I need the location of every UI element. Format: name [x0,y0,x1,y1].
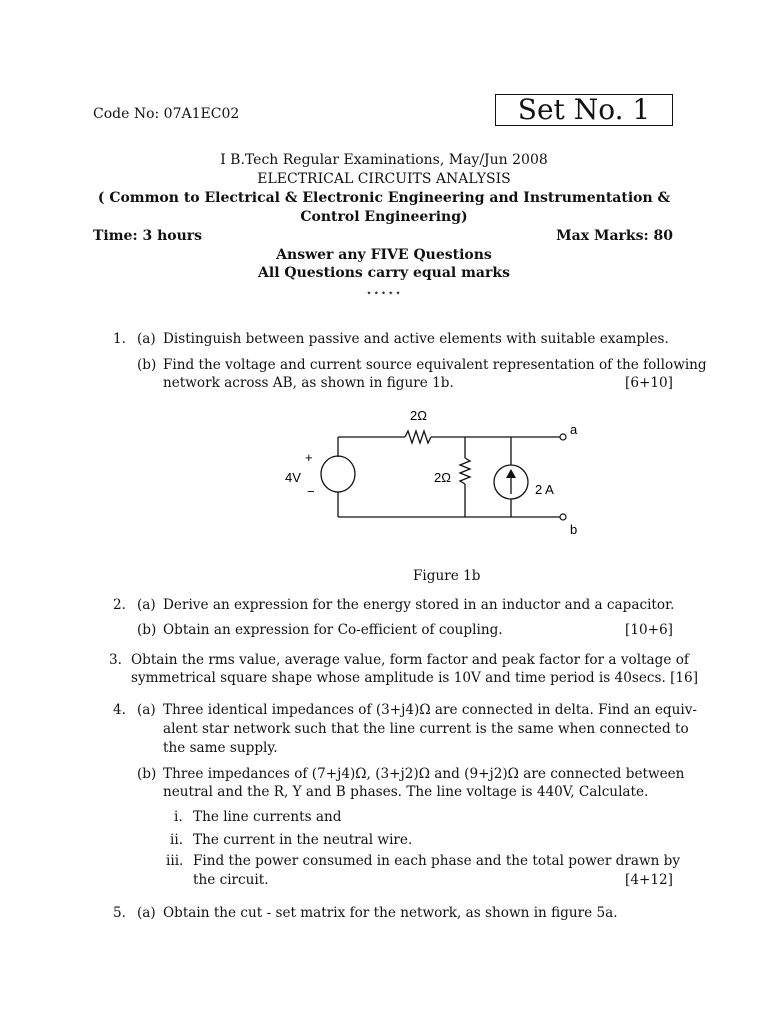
q4b-ii-text: The current in the neutral wire. [193,832,413,848]
resistor-mid-label: 2Ω [434,470,451,485]
max-marks-label: Max Marks: 80 [556,228,673,244]
q4b-i-text: The line currents and [193,809,342,825]
q5a-text: Obtain the cut - set matrix for the network, as shown in figure 5a. [163,905,618,921]
plus-sign: + [305,450,313,465]
voltage-label: 4V [285,470,301,485]
common-line-2: Control Engineering) [300,209,468,225]
minus-sign: − [307,484,315,499]
q4a-text-line3: the same supply. [163,740,278,756]
voltage-source-symbol [321,456,355,492]
q4b-iii-label: iii. [166,853,184,869]
q4b-iii-text-line1: Find the power consumed in each phase and the total power drawn by [193,853,681,869]
q3-number: 3. [109,652,122,668]
terminal-b-label: b [570,522,578,537]
stars-divider: ⋆⋆⋆⋆⋆ [365,288,403,299]
subject-title: ELECTRICAL CIRCUITS ANALYSIS [257,171,511,187]
q2-number: 2. [113,597,126,613]
q1b-text-line2: network across AB, as shown in figure 1b. [163,375,454,391]
instruction-2: All Questions carry equal marks [258,265,510,281]
q4b-ii-label: ii. [170,832,184,848]
q4b-text-line1: Three impedances of (7+j4)Ω, (3+j2)Ω and (9+j2)Ω are connected between [163,766,685,782]
code-number: Code No: 07A1EC02 [93,106,240,122]
q2-marks: [10+6] [625,622,673,638]
set-number-box: Set No. 1 [495,94,673,126]
q4a-text-line2: alent star network such that the line current is the same when connected to [163,721,689,737]
exam-title: I B.Tech Regular Examinations, May/Jun 2008 [220,152,548,168]
figure-1b-caption: Figure 1b [413,568,481,584]
q3-text-line2: symmetrical square shape whose amplitude is 10V and time period is 40secs. [16] [131,670,699,686]
q1-number: 1. [113,331,126,347]
q1-marks: [6+10] [625,375,673,391]
q2b-label: (b) [137,622,157,638]
q4b-i-label: i. [174,809,183,825]
terminal-a-label: a [570,422,578,437]
q5-number: 5. [113,905,126,921]
terminals [560,434,566,520]
q1a-label: (a) [137,331,156,347]
q1b-label: (b) [137,357,157,373]
q4b-iii-text-line2: the circuit. [193,872,269,888]
common-line-1: ( Common to Electrical & Electronic Engineering and Instrumentation & [97,190,671,206]
q2b-text: Obtain an expression for Co-efficient of coupling. [163,622,503,638]
q1b-text-line1: Find the voltage and current source equivalent representation of the following [163,357,707,373]
q4a-label: (a) [137,702,156,718]
q2a-text: Derive an expression for the energy stored in an inductor and a capacitor. [163,597,675,613]
q4a-text-line1: Three identical impedances of (3+j4)Ω are connected in delta. Find an equiv- [163,702,697,718]
q2a-label: (a) [137,597,156,613]
current-source-symbol [494,465,528,499]
q4-number: 4. [113,702,126,718]
q1a-text: Distinguish between passive and active elements with suitable examples. [163,331,669,347]
instruction-1: Answer any FIVE Questions [276,247,492,263]
q5a-label: (a) [137,905,156,921]
resistor-top-label: 2Ω [410,408,427,423]
q4b-text-line2: neutral and the R, Y and B phases. The line voltage is 440V, Calculate. [163,784,649,800]
q4b-label: (b) [137,766,157,782]
q3-text-line1: Obtain the rms value, average value, form factor and peak factor for a voltage of [131,652,689,668]
current-label: 2 A [535,482,554,497]
time-label: Time: 3 hours [93,228,203,244]
q4-marks: [4+12] [625,872,673,888]
